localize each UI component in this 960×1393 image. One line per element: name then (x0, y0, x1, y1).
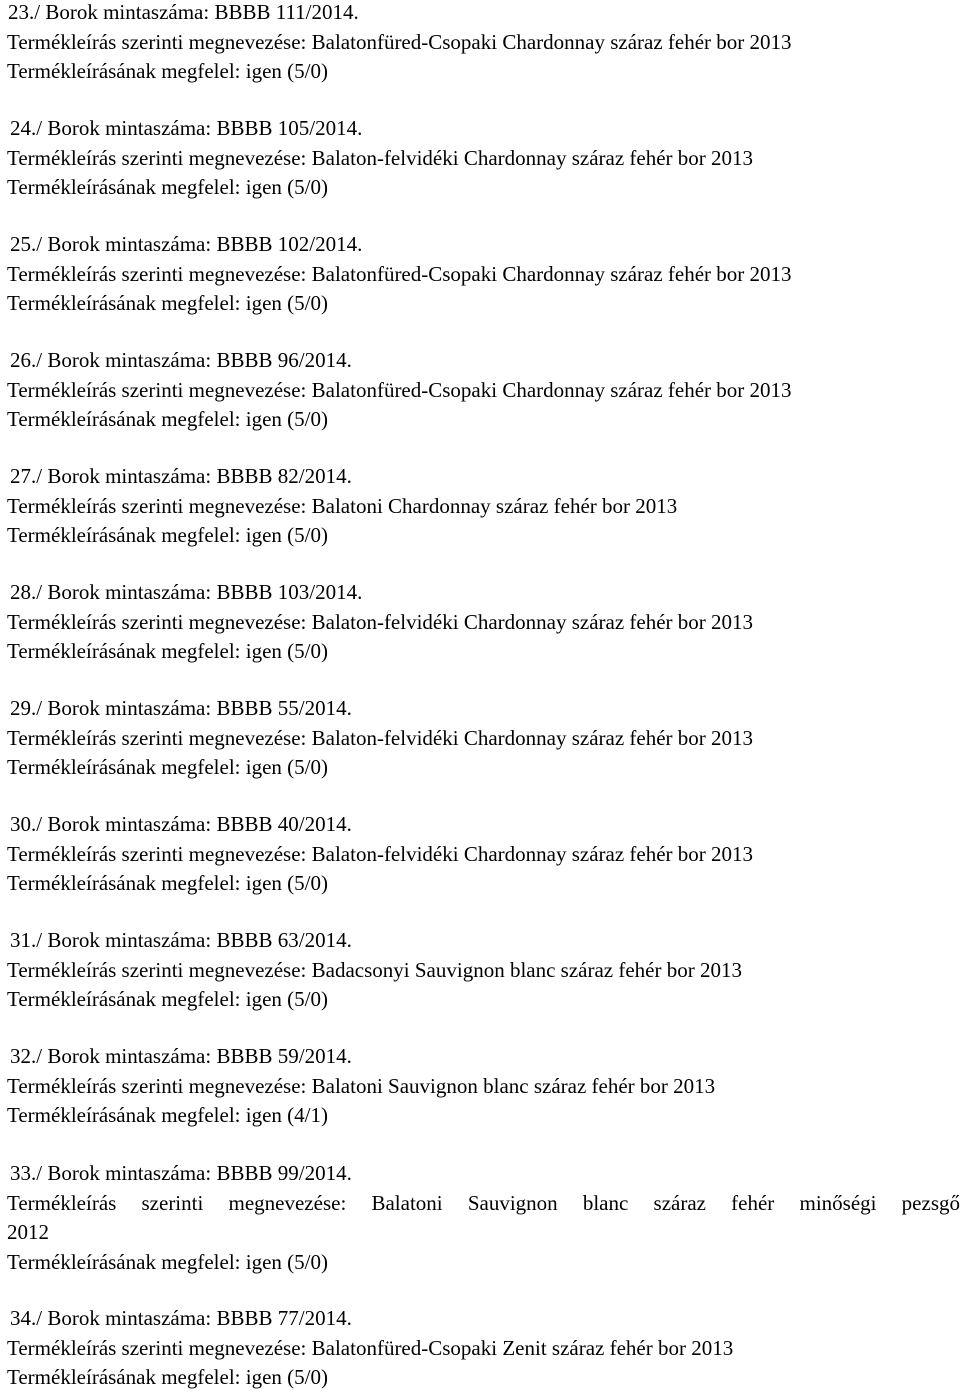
entry-header: 24./ Borok mintaszáma: BBBB 105/2014. (10, 116, 363, 140)
entry-conformity: Termékleírásának megfelel: igen (5/0) (7, 407, 328, 431)
entry-conformity: Termékleírásának megfelel: igen (5/0) (7, 639, 328, 663)
entry-conformity: Termékleírásának megfelel: igen (5/0) (7, 755, 328, 779)
entry-description: Termékleírás szerinti megnevezése: Balatoni Sauvignon blanc száraz fehér bor 2013 (7, 1073, 716, 1098)
entry-header: 27./ Borok mintaszáma: BBBB 82/2014. (10, 464, 352, 488)
entry-conformity: Termékleírásának megfelel: igen (5/0) (7, 175, 328, 199)
entry-header: 34./ Borok mintaszáma: BBBB 77/2014. (10, 1306, 352, 1330)
entry-description: Termékleírás szerinti megnevezése: Balaton-felvidéki Chardonnay száraz fehér bor 2013 (7, 145, 754, 170)
entry-header: 32./ Borok mintaszáma: BBBB 59/2014. (10, 1044, 352, 1068)
entry-header: 25./ Borok mintaszáma: BBBB 102/2014. (10, 232, 363, 256)
entry-conformity: Termékleírásának megfelel: igen (5/0) (7, 1365, 328, 1389)
entry-description: Termékleírás szerinti megnevezése: Balatonfüred-Csopaki Chardonnay száraz fehér bor 2013 (7, 261, 792, 286)
entry-description: Termékleírás szerinti megnevezése: Balatoni Sauvignon blanc száraz fehér minőségi pezsgő (7, 1190, 960, 1215)
wine-entry-31 (7, 926, 960, 1015)
entry-description: Termékleírás szerinti megnevezése: Badacsonyi Sauvignon blanc száraz fehér bor 2013 (7, 957, 742, 982)
wine-entry-33 (7, 1159, 960, 1277)
wine-entry-24 (7, 114, 960, 203)
entry-conformity: Termékleírásának megfelel: igen (5/0) (7, 871, 328, 895)
entry-conformity: Termékleírásának megfelel: igen (5/0) (7, 59, 328, 83)
wine-entry-29 (7, 694, 960, 783)
entry-conformity: Termékleírásának megfelel: igen (5/0) (7, 291, 328, 315)
entry-header: 26./ Borok mintaszáma: BBBB 96/2014. (10, 348, 352, 372)
entry-conformity: Termékleírásának megfelel: igen (4/1) (7, 1103, 328, 1127)
wine-entry-34 (7, 1304, 960, 1393)
entry-header: 23./ Borok mintaszáma: BBBB 111/2014. (8, 0, 359, 24)
wine-entry-26 (7, 346, 960, 435)
wine-entry-25 (7, 230, 960, 319)
entry-header: 31./ Borok mintaszáma: BBBB 63/2014. (10, 928, 352, 952)
entry-conformity: Termékleírásának megfelel: igen (5/0) (7, 987, 328, 1011)
wine-entry-30 (7, 810, 960, 899)
wine-entry-32 (7, 1042, 960, 1131)
wine-entry-27 (7, 462, 960, 551)
entry-description: Termékleírás szerinti megnevezése: Balaton-felvidéki Chardonnay száraz fehér bor 2013 (7, 609, 754, 634)
entry-conformity: Termékleírásának megfelel: igen (5/0) (7, 1249, 328, 1274)
entry-description: Termékleírás szerinti megnevezése: Balatonfüred-Csopaki Chardonnay száraz fehér bor 2013 (7, 29, 792, 54)
entry-header: 30./ Borok mintaszáma: BBBB 40/2014. (10, 812, 352, 836)
entry-description: Termékleírás szerinti megnevezése: Balatonfüred-Csopaki Zenit száraz fehér bor 2013 (7, 1335, 734, 1360)
entry-header: 28./ Borok mintaszáma: BBBB 103/2014. (10, 580, 363, 604)
entry-description: Termékleírás szerinti megnevezése: Balatoni Chardonnay száraz fehér bor 2013 (7, 493, 678, 518)
entry-description-continuation: 2012 (7, 1220, 49, 1244)
entry-header: 29./ Borok mintaszáma: BBBB 55/2014. (10, 696, 352, 720)
entry-description: Termékleírás szerinti megnevezése: Balaton-felvidéki Chardonnay száraz fehér bor 2013 (7, 841, 754, 866)
entry-description: Termékleírás szerinti megnevezése: Balatonfüred-Csopaki Chardonnay száraz fehér bor 2013 (7, 377, 792, 402)
entry-description: Termékleírás szerinti megnevezése: Balaton-felvidéki Chardonnay száraz fehér bor 2013 (7, 725, 754, 750)
entry-header: 33./ Borok mintaszáma: BBBB 99/2014. (10, 1161, 352, 1185)
entry-conformity: Termékleírásának megfelel: igen (5/0) (7, 523, 328, 547)
wine-entry-23 (7, 0, 960, 87)
wine-entry-28 (7, 578, 960, 667)
